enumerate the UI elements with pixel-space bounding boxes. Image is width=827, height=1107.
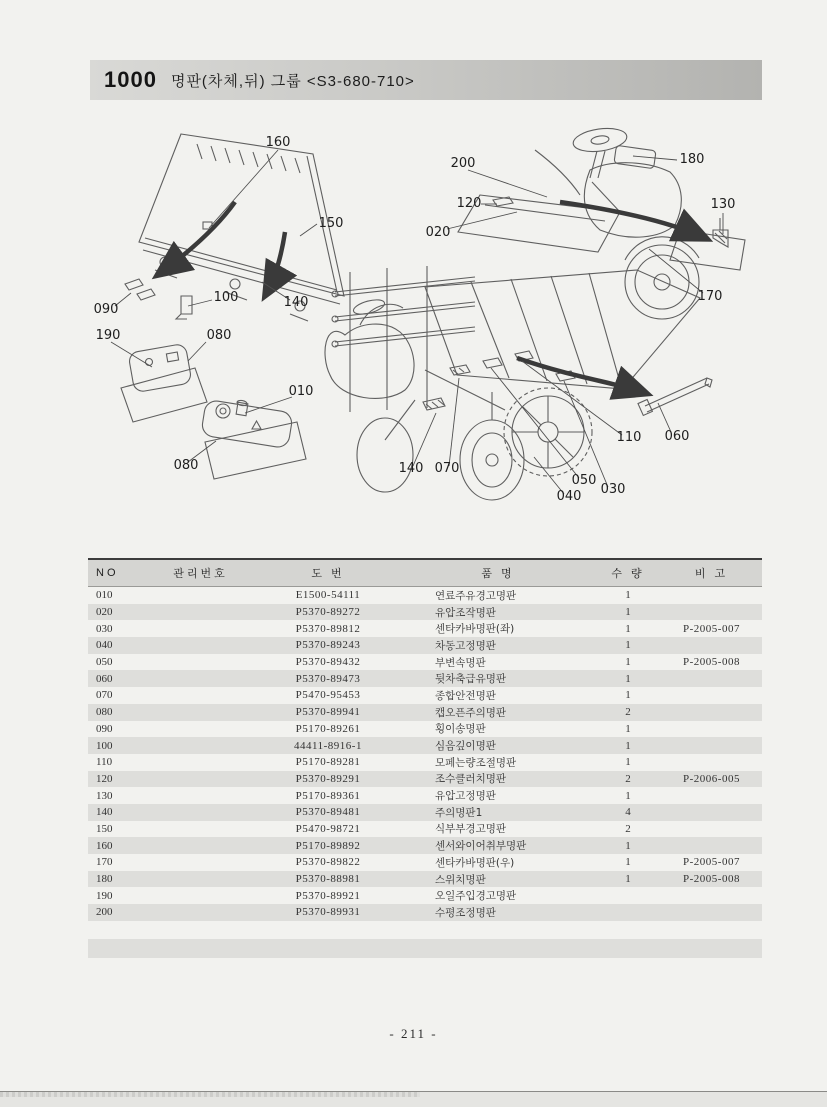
cell-no: 100 bbox=[96, 739, 113, 752]
callout-170: 170 bbox=[697, 289, 723, 304]
cell-dwg-no: P5370-88981 bbox=[295, 873, 361, 886]
machine-rear-drawing bbox=[325, 266, 712, 500]
cell-dwg-no: P5170-89361 bbox=[295, 789, 361, 802]
col-header-mgmt: 관리번호 bbox=[173, 568, 228, 580]
parts-table bbox=[88, 558, 762, 958]
cell-qty: 1 bbox=[625, 856, 631, 869]
cell-dwg-no: P5370-89822 bbox=[295, 856, 361, 869]
cell-dwg-no: P5370-89812 bbox=[295, 622, 361, 635]
cell-no: 060 bbox=[96, 672, 113, 685]
cell-name: 유압고정명판 bbox=[435, 790, 496, 803]
cell-qty: 1 bbox=[625, 722, 631, 735]
callout-020: 020 bbox=[425, 225, 451, 240]
cell-qty: 1 bbox=[625, 756, 631, 769]
cell-name: 차동고정명판 bbox=[435, 639, 496, 652]
table-gap bbox=[88, 921, 762, 939]
table-row bbox=[88, 587, 762, 604]
col-header-name: 품 명 bbox=[481, 568, 515, 580]
callout-060: 060 bbox=[664, 429, 690, 444]
callout-160: 160 bbox=[265, 135, 291, 150]
cell-remark: P-2005-008 bbox=[683, 873, 740, 886]
callout-180: 180 bbox=[679, 152, 705, 167]
table-row bbox=[88, 804, 762, 821]
col-header-no: NO bbox=[96, 567, 119, 579]
cell-dwg-no: E1500-54111 bbox=[295, 589, 361, 602]
exploded-parts-diagram bbox=[85, 110, 775, 555]
cell-dwg-no: P5370-89473 bbox=[295, 672, 361, 685]
cell-no: 180 bbox=[96, 873, 113, 886]
cell-no: 050 bbox=[96, 656, 113, 669]
cell-qty: 1 bbox=[625, 622, 631, 635]
table-row bbox=[88, 854, 762, 871]
cell-no: 080 bbox=[96, 706, 113, 719]
cell-no: 170 bbox=[96, 856, 113, 869]
cell-no: 020 bbox=[96, 606, 113, 619]
callout-190: 190 bbox=[95, 328, 121, 343]
cell-name: 스위치명판 bbox=[435, 873, 486, 886]
cell-name: 유압조작명판 bbox=[435, 606, 496, 619]
cell-dwg-no: P5370-89432 bbox=[295, 656, 361, 669]
cell-remark: P-2005-008 bbox=[683, 656, 740, 669]
table-row bbox=[88, 771, 762, 788]
col-header-dwg: 도 번 bbox=[311, 568, 345, 580]
cell-no: 110 bbox=[96, 756, 113, 769]
table-row bbox=[88, 821, 762, 838]
cell-name: 센타카바명판(우) bbox=[435, 856, 515, 869]
section-title-bar bbox=[90, 60, 762, 100]
cell-no: 150 bbox=[96, 822, 113, 835]
section-title: 명판(차체,뒤) 그룹 <S3-680-710> bbox=[170, 72, 415, 90]
table-row bbox=[88, 704, 762, 721]
cell-name: 횡이송명판 bbox=[435, 723, 486, 736]
table-row bbox=[88, 654, 762, 671]
callout-130: 130 bbox=[710, 197, 736, 212]
table-row bbox=[88, 670, 762, 687]
cell-name: 조수클러치명판 bbox=[435, 773, 507, 786]
table-row bbox=[88, 620, 762, 637]
page-number: - 211 - bbox=[389, 1026, 438, 1041]
cell-qty: 4 bbox=[625, 806, 631, 819]
cell-name: 센타카바명판(좌) bbox=[435, 623, 515, 636]
cell-qty: 2 bbox=[625, 772, 631, 785]
cell-dwg-no: P5370-89931 bbox=[295, 906, 361, 919]
cell-qty: 1 bbox=[625, 639, 631, 652]
callout-140-b: 140 bbox=[398, 461, 424, 476]
cell-name: 부변속명판 bbox=[435, 656, 486, 669]
cell-name: 모페는량조절명판 bbox=[435, 756, 517, 769]
callout-120: 120 bbox=[456, 196, 482, 211]
cell-no: 130 bbox=[96, 789, 113, 802]
cell-qty: 1 bbox=[625, 839, 631, 852]
cell-dwg-no: P5170-89281 bbox=[295, 756, 361, 769]
cell-qty: 1 bbox=[625, 656, 631, 669]
cell-name: 오일주입경고명판 bbox=[435, 890, 517, 903]
cell-name: 심음깊이명판 bbox=[435, 740, 496, 753]
table-end-band bbox=[88, 939, 762, 958]
callout-070: 070 bbox=[434, 461, 460, 476]
col-header-remark: 비 고 bbox=[694, 568, 729, 580]
table-row bbox=[88, 737, 762, 754]
cell-no: 190 bbox=[96, 889, 113, 902]
cell-remark: P-2006-005 bbox=[683, 772, 740, 785]
fuel-tank-drawing bbox=[201, 399, 306, 479]
cell-dwg-no: P5370-89243 bbox=[295, 639, 361, 652]
callout-010: 010 bbox=[288, 384, 314, 399]
cell-no: 120 bbox=[96, 772, 113, 785]
cell-dwg-no: P5370-89272 bbox=[295, 606, 361, 619]
cell-name: 캡오픈주의명판 bbox=[435, 706, 507, 719]
callout-050: 050 bbox=[571, 473, 597, 488]
cell-dwg-no: P5370-89481 bbox=[295, 806, 361, 819]
section-code: 1000 bbox=[104, 67, 157, 92]
table-row bbox=[88, 721, 762, 738]
callout-200: 200 bbox=[450, 156, 476, 171]
callout-100: 100 bbox=[213, 290, 239, 305]
callout-140-a: 140 bbox=[283, 295, 309, 310]
cell-no: 090 bbox=[96, 722, 113, 735]
callout-090: 090 bbox=[93, 302, 119, 317]
cell-qty: 1 bbox=[625, 606, 631, 619]
cell-name: 센서와이어취부명판 bbox=[435, 840, 527, 853]
cell-name: 연료주유경고명판 bbox=[435, 589, 517, 602]
cell-name: 식부부경고명판 bbox=[435, 823, 507, 836]
cell-qty: 2 bbox=[625, 706, 631, 719]
cell-dwg-no: P5370-89921 bbox=[295, 889, 361, 902]
table-row bbox=[88, 687, 762, 704]
table-row bbox=[88, 887, 762, 904]
cell-no: 140 bbox=[96, 806, 113, 819]
table-row bbox=[88, 604, 762, 621]
cell-remark: P-2005-007 bbox=[683, 856, 740, 869]
cell-qty: 1 bbox=[625, 689, 631, 702]
callout-040: 040 bbox=[556, 489, 582, 504]
cell-no: 030 bbox=[96, 622, 113, 635]
cell-qty: 1 bbox=[625, 873, 631, 886]
callout-030: 030 bbox=[600, 482, 626, 497]
cell-no: 010 bbox=[96, 589, 113, 602]
table-row bbox=[88, 871, 762, 888]
cell-qty: 2 bbox=[625, 822, 631, 835]
table-row bbox=[88, 837, 762, 854]
cell-no: 070 bbox=[96, 689, 113, 702]
cell-dwg-no: P5170-89261 bbox=[295, 722, 361, 735]
parts-table-header bbox=[88, 558, 762, 587]
table-body bbox=[88, 587, 762, 921]
callout-110: 110 bbox=[616, 430, 642, 445]
scan-bottom-texture bbox=[0, 1092, 420, 1097]
cell-no: 160 bbox=[96, 839, 113, 852]
cell-name: 뒷차축급유명판 bbox=[435, 673, 507, 686]
table-row bbox=[88, 637, 762, 654]
cell-name: 수평조정명판 bbox=[435, 906, 496, 919]
cell-remark: P-2005-007 bbox=[683, 622, 740, 635]
cell-qty: 1 bbox=[625, 789, 631, 802]
callout-150: 150 bbox=[318, 216, 344, 231]
cell-name: 주의명판1 bbox=[435, 806, 483, 819]
cell-dwg-no: P5370-89291 bbox=[295, 772, 361, 785]
cell-no: 200 bbox=[96, 906, 113, 919]
cell-name: 종합안전명판 bbox=[435, 689, 496, 702]
callout-080-a: 080 bbox=[206, 328, 232, 343]
cell-dwg-no: P5170-89892 bbox=[295, 839, 361, 852]
cell-qty: 1 bbox=[625, 589, 631, 602]
table-row bbox=[88, 787, 762, 804]
cell-qty: 1 bbox=[625, 739, 631, 752]
cell-qty: 1 bbox=[625, 672, 631, 685]
diagram-art bbox=[85, 110, 775, 555]
table-row bbox=[88, 904, 762, 921]
cell-no: 040 bbox=[96, 639, 113, 652]
cell-dwg-no: 44411-8916-1 bbox=[294, 739, 362, 752]
cell-dwg-no: P5470-98721 bbox=[295, 822, 361, 835]
cell-dwg-no: P5370-89941 bbox=[295, 706, 361, 719]
table-row bbox=[88, 754, 762, 771]
callout-080-b: 080 bbox=[173, 458, 199, 473]
col-header-qty: 수 량 bbox=[611, 568, 645, 580]
cell-dwg-no: P5470-95453 bbox=[295, 689, 361, 702]
